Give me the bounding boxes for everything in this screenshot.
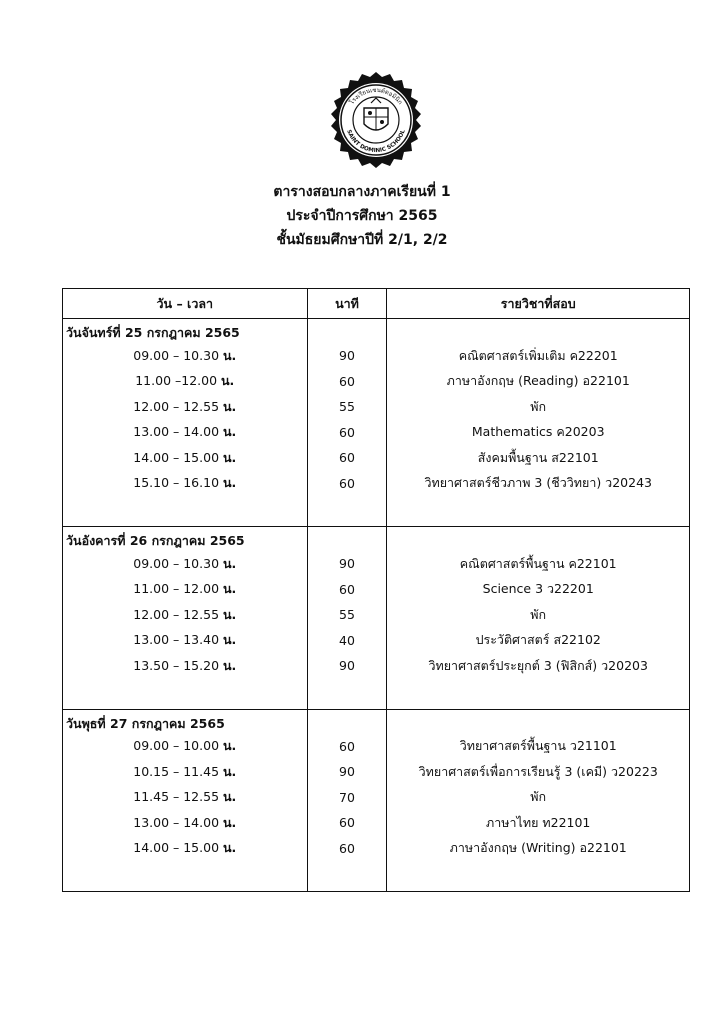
time-range: 14.00 – 15.00 xyxy=(133,840,220,856)
time-unit: น. xyxy=(223,738,237,754)
svg-text:SAINT DOMINIC SCHOOL: SAINT DOMINIC SCHOOL xyxy=(345,129,407,155)
time-range: 12.00 – 12.55 xyxy=(133,398,220,414)
table-row xyxy=(63,394,690,420)
minutes-cell: 60 xyxy=(307,369,387,395)
table-row xyxy=(63,420,690,446)
subject-cell: คณิตศาสตร์พื้นฐาน ค22101 xyxy=(387,551,690,577)
time-range: 11.00 –12.00 xyxy=(135,373,218,389)
day-header-row xyxy=(63,527,690,552)
time-cell xyxy=(63,343,308,369)
block-spacer xyxy=(63,861,690,892)
time-cell xyxy=(63,551,308,577)
table-row xyxy=(63,445,690,471)
time-cell xyxy=(63,734,308,760)
subject-cell: วิทยาศาสตร์ประยุกต์ 3 (ฟิสิกส์) ว20203 xyxy=(387,653,690,679)
title-line-2: ประจำปีการศึกษา 2565 xyxy=(286,208,438,224)
table-row xyxy=(63,734,690,760)
time-range: 13.00 – 14.00 xyxy=(133,814,220,830)
minutes-cell: 55 xyxy=(307,394,387,420)
table-row xyxy=(63,836,690,862)
school-logo xyxy=(326,70,426,170)
subject-cell: วิทยาศาสตร์เพื่อการเรียนรู้ 3 (เคมี) ว20223 xyxy=(387,759,690,785)
time-cell xyxy=(63,785,308,811)
subject-cell: ภาษาอังกฤษ (Reading) อ22101 xyxy=(387,369,690,395)
table-row xyxy=(63,759,690,785)
time-range: 13.00 – 14.00 xyxy=(133,424,220,440)
table-body xyxy=(63,319,690,892)
time-cell xyxy=(63,471,308,497)
time-unit: น. xyxy=(223,657,237,673)
svg-text:โรงเรียนเซนต์ดอมินิก: โรงเรียนเซนต์ดอมินิก xyxy=(348,86,404,106)
time-cell xyxy=(63,628,308,654)
minutes-cell: 60 xyxy=(307,810,387,836)
minutes-cell: 60 xyxy=(307,420,387,446)
time-cell xyxy=(63,420,308,446)
table-row xyxy=(63,369,690,395)
time-range: 09.00 – 10.30 xyxy=(133,347,220,363)
subject-cell: พัก xyxy=(387,602,690,628)
day-label: วันจันทร์ที่ 25 กรกฎาคม 2565 xyxy=(63,319,308,344)
exam-schedule-table xyxy=(62,288,690,892)
table-row xyxy=(63,577,690,603)
subject-cell: วิทยาศาสตร์ชีวภาพ 3 (ชีววิทยา) ว20243 xyxy=(387,471,690,497)
time-unit: น. xyxy=(223,763,237,779)
table-row xyxy=(63,785,690,811)
time-unit: น. xyxy=(223,449,237,465)
time-unit: น. xyxy=(223,840,237,856)
time-unit: น. xyxy=(223,347,237,363)
time-unit: น. xyxy=(223,424,237,440)
minutes-cell: 60 xyxy=(307,836,387,862)
title-line-1: ตารางสอบกลางภาคเรียนที่ 1 xyxy=(273,184,451,200)
minutes-cell: 40 xyxy=(307,628,387,654)
subject-cell: Mathematics ค20203 xyxy=(387,420,690,446)
time-range: 13.00 – 13.40 xyxy=(133,632,220,648)
subject-cell: คณิตศาสตร์เพิ่มเติม ค22201 xyxy=(387,343,690,369)
subject-cell: Science 3 ว22201 xyxy=(387,577,690,603)
header-day-time: วัน – เวลา xyxy=(63,289,308,319)
document-title xyxy=(0,180,724,252)
minutes-cell: 55 xyxy=(307,602,387,628)
time-unit: น. xyxy=(223,632,237,648)
time-unit: น. xyxy=(223,581,237,597)
time-cell xyxy=(63,602,308,628)
subject-cell: ภาษาไทย ท22101 xyxy=(387,810,690,836)
table-row xyxy=(63,471,690,497)
time-unit: น. xyxy=(221,373,235,389)
header-minutes: นาที xyxy=(307,289,387,319)
school-seal-icon xyxy=(326,70,426,170)
time-unit: น. xyxy=(223,814,237,830)
table-row xyxy=(63,602,690,628)
subject-cell: ประวัติศาสตร์ ส22102 xyxy=(387,628,690,654)
time-cell xyxy=(63,577,308,603)
block-spacer xyxy=(63,679,690,710)
table-row xyxy=(63,810,690,836)
block-spacer xyxy=(63,496,690,527)
minutes-cell: 60 xyxy=(307,445,387,471)
minutes-cell: 90 xyxy=(307,759,387,785)
time-unit: น. xyxy=(223,398,237,414)
minutes-cell: 90 xyxy=(307,653,387,679)
table-row xyxy=(63,343,690,369)
subject-cell: สังคมพื้นฐาน ส22101 xyxy=(387,445,690,471)
day-label: วันพุธที่ 27 กรกฎาคม 2565 xyxy=(63,709,308,734)
subject-cell: พัก xyxy=(387,785,690,811)
time-range: 12.00 – 12.55 xyxy=(133,606,220,622)
subject-cell: พัก xyxy=(387,394,690,420)
time-range: 11.00 – 12.00 xyxy=(133,581,220,597)
day-header-row xyxy=(63,709,690,734)
time-cell xyxy=(63,445,308,471)
time-cell xyxy=(63,369,308,395)
day-label: วันอังคารที่ 26 กรกฎาคม 2565 xyxy=(63,527,308,552)
header-subject: รายวิชาที่สอบ xyxy=(387,289,690,319)
time-cell xyxy=(63,394,308,420)
time-range: 11.45 – 12.55 xyxy=(133,789,220,805)
table-row xyxy=(63,551,690,577)
time-range: 13.50 – 15.20 xyxy=(133,657,220,673)
time-unit: น. xyxy=(223,606,237,622)
time-range: 10.15 – 11.45 xyxy=(133,763,220,779)
day-header-row xyxy=(63,319,690,344)
time-unit: น. xyxy=(223,789,237,805)
minutes-cell: 60 xyxy=(307,734,387,760)
time-unit: น. xyxy=(223,555,237,571)
table-row xyxy=(63,653,690,679)
time-cell xyxy=(63,836,308,862)
time-range: 14.00 – 15.00 xyxy=(133,449,220,465)
time-cell xyxy=(63,653,308,679)
time-range: 09.00 – 10.00 xyxy=(133,738,220,754)
time-cell xyxy=(63,759,308,785)
minutes-cell: 60 xyxy=(307,471,387,497)
table-header-row xyxy=(63,289,690,319)
subject-cell: วิทยาศาสตร์พื้นฐาน ว21101 xyxy=(387,734,690,760)
minutes-cell: 70 xyxy=(307,785,387,811)
table-row xyxy=(63,628,690,654)
minutes-cell: 90 xyxy=(307,343,387,369)
time-range: 15.10 – 16.10 xyxy=(133,475,220,491)
minutes-cell: 90 xyxy=(307,551,387,577)
time-cell xyxy=(63,810,308,836)
subject-cell: ภาษาอังกฤษ (Writing) อ22101 xyxy=(387,836,690,862)
minutes-cell: 60 xyxy=(307,577,387,603)
title-line-3: ชั้นมัธยมศึกษาปีที่ 2/1, 2/2 xyxy=(276,232,448,248)
time-range: 09.00 – 10.30 xyxy=(133,555,220,571)
time-unit: น. xyxy=(223,475,237,491)
